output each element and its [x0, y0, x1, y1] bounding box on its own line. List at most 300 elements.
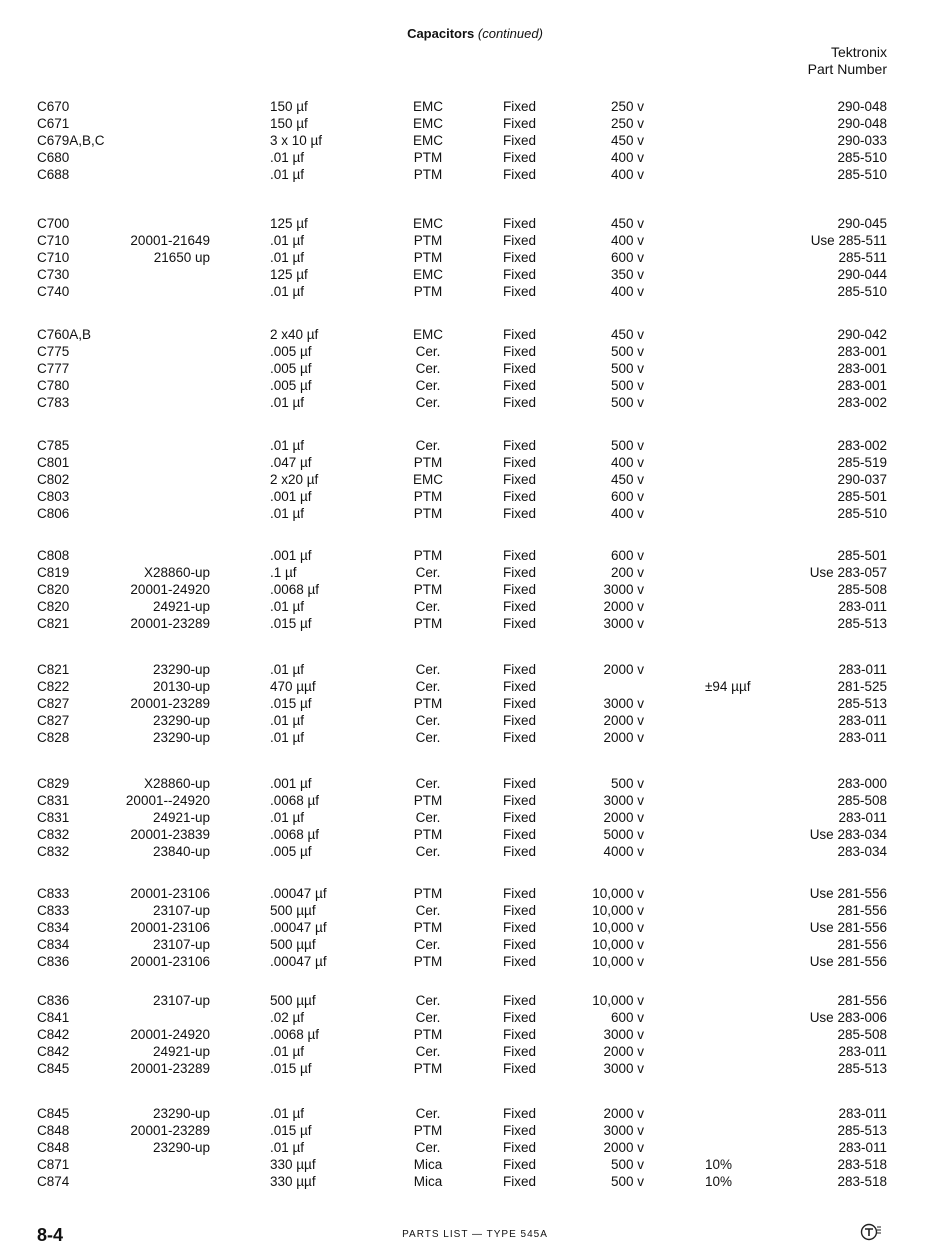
capacitance-value: .001 µf [270, 776, 312, 791]
ref-designator: C785 [37, 438, 70, 453]
part-number: 281-556 [837, 937, 887, 952]
table-row [0, 827, 950, 844]
table-row [0, 679, 950, 696]
part-number: 290-037 [837, 472, 887, 487]
ref-designator: C831 [37, 793, 70, 808]
capacitor-type-text: Cer. [415, 361, 441, 376]
capacitor-type-text: PTM [413, 886, 443, 901]
fixed-label: Fixed [503, 616, 537, 631]
capacitor-type-text: PTM [413, 1027, 443, 1042]
part-number: 281-525 [837, 679, 887, 694]
voltage-rating: 4000 v [603, 844, 644, 859]
serial-range: 20001-23289 [130, 616, 210, 631]
capacitance-value: .00047 µf [270, 886, 327, 901]
serial-range: 20130-up [152, 679, 210, 694]
table-row [0, 395, 950, 412]
capacitor-type-text: PTM [413, 920, 443, 935]
capacitance-value: .01 µf [270, 233, 305, 248]
fixed-label: Fixed [503, 438, 537, 453]
fixed-label: Fixed [503, 713, 537, 728]
fixed-label: Fixed [503, 1157, 537, 1172]
voltage-rating: 600 v [610, 489, 644, 504]
capacitance-value: .01 µf [270, 1140, 305, 1155]
ref-designator: C808 [37, 548, 70, 563]
part-number: 285-501 [837, 548, 887, 563]
capacitance-value: .02 µf [270, 1010, 305, 1025]
part-number: 283-002 [837, 395, 887, 410]
part-number: Use 283-034 [809, 827, 887, 842]
capacitor-type-text: Cer. [415, 844, 441, 859]
capacitor-type-text: Cer. [415, 730, 441, 745]
fixed-label: Fixed [503, 361, 537, 376]
table-row [0, 267, 950, 284]
fixed-label: Fixed [503, 344, 537, 359]
fixed-label: Fixed [503, 1123, 537, 1138]
ref-designator: C803 [37, 489, 70, 504]
ref-designator: C802 [37, 472, 70, 487]
capacitor-type-text: PTM [413, 954, 443, 969]
capacitance-value: 330 µµf [270, 1174, 316, 1189]
table-row [0, 1157, 950, 1174]
fixed-label: Fixed [503, 284, 537, 299]
serial-range: 20001-23106 [130, 954, 210, 969]
tolerance: ±94 µµf [705, 679, 751, 694]
capacitance-value: .01 µf [270, 506, 305, 521]
fixed-label: Fixed [503, 844, 537, 859]
fixed-label: Fixed [503, 1027, 537, 1042]
fixed-label: Fixed [503, 489, 537, 504]
ref-designator: C848 [37, 1123, 70, 1138]
table-row [0, 599, 950, 616]
capacitor-type-text: Cer. [415, 679, 441, 694]
serial-range: 23107-up [152, 903, 210, 918]
serial-range: 20001-24920 [130, 582, 210, 597]
fixed-label: Fixed [503, 827, 537, 842]
voltage-rating: 500 v [610, 395, 644, 410]
part-number: 283-011 [838, 810, 887, 825]
table-row [0, 250, 950, 267]
parts-group [0, 1106, 950, 1191]
capacitance-value: .0068 µf [270, 793, 320, 808]
capacitance-value: .01 µf [270, 167, 305, 182]
serial-range: 23290-up [152, 1140, 210, 1155]
capacitance-value: 470 µµf [270, 679, 316, 694]
voltage-rating: 2000 v [603, 1106, 644, 1121]
ref-designator: C874 [37, 1174, 70, 1189]
table-row [0, 1174, 950, 1191]
fixed-label: Fixed [503, 472, 537, 487]
fixed-label: Fixed [503, 1061, 537, 1076]
ref-designator: C760A,B [37, 327, 92, 342]
parts-group [0, 662, 950, 747]
voltage-rating: 400 v [610, 506, 644, 521]
ref-designator: C820 [37, 582, 70, 597]
capacitance-value: .0068 µf [270, 827, 320, 842]
capacitance-value: .01 µf [270, 150, 305, 165]
part-number: 290-048 [837, 116, 887, 131]
capacitance-value: .0068 µf [270, 582, 320, 597]
table-row [0, 150, 950, 167]
ref-designator: C845 [37, 1061, 70, 1076]
capacitance-value: .00047 µf [270, 954, 327, 969]
capacitor-type-text: PTM [413, 793, 443, 808]
voltage-rating: 2000 v [603, 713, 644, 728]
fixed-label: Fixed [503, 395, 537, 410]
capacitance-value: .0068 µf [270, 1027, 320, 1042]
voltage-rating: 2000 v [603, 810, 644, 825]
voltage-rating: 400 v [610, 167, 644, 182]
part-number: 290-033 [837, 133, 887, 148]
parts-group [0, 438, 950, 523]
capacitance-value: .1 µf [270, 565, 297, 580]
voltage-rating: 400 v [610, 284, 644, 299]
table-row [0, 565, 950, 582]
capacitor-type-text: Mica [413, 1174, 443, 1189]
capacitance-value: .01 µf [270, 713, 305, 728]
fixed-label: Fixed [503, 886, 537, 901]
table-row [0, 1044, 950, 1061]
table-row [0, 662, 950, 679]
capacitance-value: .005 µf [270, 844, 312, 859]
capacitor-type-text: PTM [413, 548, 443, 563]
serial-range: 23840-up [152, 844, 210, 859]
capacitor-type-text: Cer. [415, 378, 441, 393]
fixed-label: Fixed [503, 1174, 537, 1189]
voltage-rating: 450 v [610, 327, 644, 342]
serial-range: 21650 up [153, 250, 210, 265]
part-number: 285-513 [837, 1061, 887, 1076]
part-number: 283-011 [838, 662, 887, 677]
serial-range: 20001-23289 [130, 1061, 210, 1076]
serial-range: 23107-up [152, 993, 210, 1008]
serial-range: 23290-up [152, 713, 210, 728]
voltage-rating: 10,000 v [592, 954, 644, 969]
voltage-rating: 2000 v [603, 1044, 644, 1059]
fixed-label: Fixed [503, 216, 537, 231]
section-title-sub: (continued) [477, 26, 543, 41]
voltage-rating: 500 v [610, 361, 644, 376]
capacitance-value: .001 µf [270, 548, 312, 563]
part-number-header [808, 44, 887, 78]
capacitor-type-text: Cer. [415, 1140, 441, 1155]
voltage-rating: 600 v [610, 1010, 644, 1025]
capacitor-type-text: EMC [413, 267, 443, 282]
capacitor-type-text: Cer. [415, 344, 441, 359]
voltage-rating: 450 v [610, 216, 644, 231]
fixed-label: Fixed [503, 679, 537, 694]
part-number: 283-011 [838, 599, 887, 614]
voltage-rating: 500 v [610, 1174, 644, 1189]
capacitance-value: 330 µµf [270, 1157, 316, 1172]
table-row [0, 1027, 950, 1044]
fixed-label: Fixed [503, 937, 537, 952]
ref-designator: C801 [37, 455, 70, 470]
ref-designator: C833 [37, 903, 70, 918]
ref-designator: C777 [37, 361, 70, 376]
part-number: 285-508 [837, 793, 887, 808]
ref-designator: C842 [37, 1027, 70, 1042]
serial-range: 24921-up [152, 810, 210, 825]
serial-range: 23290-up [152, 730, 210, 745]
fixed-label: Fixed [503, 327, 537, 342]
table-row [0, 284, 950, 301]
voltage-rating: 2000 v [603, 662, 644, 677]
table-row [0, 506, 950, 523]
part-number: 283-001 [837, 378, 887, 393]
serial-range: 20001-23106 [130, 920, 210, 935]
ref-designator: C688 [37, 167, 70, 182]
table-row [0, 472, 950, 489]
voltage-rating: 450 v [610, 133, 644, 148]
capacitor-type-text: PTM [413, 827, 443, 842]
table-row [0, 810, 950, 827]
fixed-label: Fixed [503, 565, 537, 580]
parts-group [0, 993, 950, 1078]
capacitance-value: .005 µf [270, 361, 312, 376]
fixed-label: Fixed [503, 150, 537, 165]
serial-range: 20001-23106 [130, 886, 210, 901]
part-number: 283-001 [837, 344, 887, 359]
table-row [0, 455, 950, 472]
fixed-label: Fixed [503, 582, 537, 597]
table-row [0, 1010, 950, 1027]
capacitor-type-text: PTM [413, 150, 443, 165]
part-number: Use 281-556 [809, 886, 887, 901]
capacitance-value: .015 µf [270, 1061, 312, 1076]
fixed-label: Fixed [503, 776, 537, 791]
table-row [0, 99, 950, 116]
capacitance-value: .005 µf [270, 378, 312, 393]
table-row [0, 776, 950, 793]
capacitor-type-text: PTM [413, 616, 443, 631]
serial-range: 24921-up [152, 1044, 210, 1059]
table-row [0, 793, 950, 810]
voltage-rating: 400 v [610, 455, 644, 470]
ref-designator: C827 [37, 696, 70, 711]
part-number: 283-011 [838, 730, 887, 745]
ref-designator: C680 [37, 150, 70, 165]
fixed-label: Fixed [503, 920, 537, 935]
ref-designator: C710 [37, 233, 70, 248]
voltage-rating: 3000 v [603, 696, 644, 711]
footer-title: PARTS LIST — TYPE 545A [402, 1229, 548, 1240]
serial-range: 20001-24920 [130, 1027, 210, 1042]
capacitor-type-text: PTM [413, 696, 443, 711]
table-row [0, 730, 950, 747]
part-number: 283-034 [837, 844, 887, 859]
part-number: 290-042 [837, 327, 887, 342]
part-number: 285-501 [837, 489, 887, 504]
fixed-label: Fixed [503, 810, 537, 825]
ref-designator: C820 [37, 599, 70, 614]
table-row [0, 361, 950, 378]
part-number: 283-011 [838, 1044, 887, 1059]
parts-group [0, 216, 950, 301]
ref-designator: C775 [37, 344, 70, 359]
voltage-rating: 10,000 v [592, 903, 644, 918]
part-number: 285-510 [837, 284, 887, 299]
fixed-label: Fixed [503, 696, 537, 711]
capacitance-value: 500 µµf [270, 903, 316, 918]
voltage-rating: 400 v [610, 233, 644, 248]
capacitor-type-text: EMC [413, 216, 443, 231]
ref-designator: C806 [37, 506, 70, 521]
table-row [0, 616, 950, 633]
page-title [0, 26, 950, 41]
ref-designator: C841 [37, 1010, 70, 1025]
fixed-label: Fixed [503, 1044, 537, 1059]
capacitance-value: 125 µf [270, 267, 308, 282]
capacitor-type-text: Cer. [415, 662, 441, 677]
fixed-label: Fixed [503, 1010, 537, 1025]
capacitance-value: .01 µf [270, 250, 305, 265]
table-row [0, 548, 950, 565]
fixed-label: Fixed [503, 506, 537, 521]
table-row [0, 167, 950, 184]
part-number: Use 281-556 [809, 954, 887, 969]
table-row [0, 1106, 950, 1123]
ref-designator: C671 [37, 116, 70, 131]
capacitor-type-text: EMC [413, 133, 443, 148]
ref-designator: C821 [37, 662, 70, 677]
fixed-label: Fixed [503, 548, 537, 563]
fixed-label: Fixed [503, 730, 537, 745]
part-number-header-line2: Part Number [807, 61, 887, 77]
part-number: 283-518 [837, 1174, 887, 1189]
part-number: 283-518 [837, 1157, 887, 1172]
capacitor-type-text: PTM [413, 250, 443, 265]
capacitance-value: .01 µf [270, 1044, 305, 1059]
voltage-rating: 200 v [610, 565, 644, 580]
voltage-rating: 2000 v [603, 1140, 644, 1155]
part-number: 285-508 [837, 1027, 887, 1042]
voltage-rating: 500 v [610, 1157, 644, 1172]
part-number: 283-000 [837, 776, 887, 791]
voltage-rating: 3000 v [603, 1061, 644, 1076]
fixed-label: Fixed [503, 993, 537, 1008]
part-number: 285-510 [837, 506, 887, 521]
ref-designator: C828 [37, 730, 70, 745]
table-row [0, 937, 950, 954]
fixed-label: Fixed [503, 233, 537, 248]
serial-range: X28860-up [143, 776, 210, 791]
capacitor-type-text: PTM [413, 582, 443, 597]
ref-designator: C836 [37, 954, 70, 969]
tektronix-logo-icon [860, 1223, 882, 1241]
page-number: 8-4 [37, 1225, 64, 1245]
voltage-rating: 250 v [610, 116, 644, 131]
part-number: 285-513 [837, 616, 887, 631]
capacitance-value: .01 µf [270, 810, 305, 825]
capacitance-value: 3 x 10 µf [270, 133, 323, 148]
part-number: 290-045 [837, 216, 887, 231]
ref-designator: C829 [37, 776, 70, 791]
table-row [0, 993, 950, 1010]
capacitor-type-text: PTM [413, 1061, 443, 1076]
table-row [0, 489, 950, 506]
capacitance-value: 150 µf [270, 99, 308, 114]
capacitance-value: 150 µf [270, 116, 308, 131]
capacitor-type-text: Cer. [415, 599, 441, 614]
table-row [0, 344, 950, 361]
serial-range: 20001--24920 [125, 793, 210, 808]
capacitor-type-text: Mica [413, 1157, 443, 1172]
capacitor-type-text: Cer. [415, 810, 441, 825]
part-number: 283-001 [837, 361, 887, 376]
capacitance-value: 500 µµf [270, 993, 316, 1008]
fixed-label: Fixed [503, 662, 537, 677]
parts-group [0, 99, 950, 184]
fixed-label: Fixed [503, 116, 537, 131]
fixed-label: Fixed [503, 250, 537, 265]
voltage-rating: 250 v [610, 99, 644, 114]
voltage-rating: 10,000 v [592, 993, 644, 1008]
fixed-label: Fixed [503, 1140, 537, 1155]
capacitor-type-text: PTM [413, 506, 443, 521]
fixed-label: Fixed [503, 455, 537, 470]
voltage-rating: 2000 v [603, 730, 644, 745]
part-number: Use 285-511 [810, 233, 887, 248]
table-row [0, 713, 950, 730]
fixed-label: Fixed [503, 954, 537, 969]
voltage-rating: 500 v [610, 438, 644, 453]
part-number: Use 281-556 [809, 920, 887, 935]
capacitor-type-text: PTM [413, 284, 443, 299]
serial-range: 20001-23839 [130, 827, 210, 842]
voltage-rating: 500 v [610, 378, 644, 393]
part-number: 285-519 [837, 455, 887, 470]
ref-designator: C831 [37, 810, 70, 825]
table-row [0, 696, 950, 713]
capacitor-type-text: Cer. [415, 713, 441, 728]
capacitance-value: .015 µf [270, 696, 312, 711]
capacitance-value: .005 µf [270, 344, 312, 359]
voltage-rating: 600 v [610, 250, 644, 265]
parts-group [0, 776, 950, 861]
capacitor-type-text: EMC [413, 99, 443, 114]
capacitor-type-text: Cer. [415, 1044, 441, 1059]
table-row [0, 133, 950, 150]
voltage-rating: 3000 v [603, 582, 644, 597]
capacitance-value: .01 µf [270, 284, 305, 299]
part-number: 281-556 [837, 993, 887, 1008]
ref-designator: C822 [37, 679, 70, 694]
ref-designator: C670 [37, 99, 70, 114]
table-row [0, 582, 950, 599]
ref-designator: C710 [37, 250, 70, 265]
capacitance-value: 500 µµf [270, 937, 316, 952]
capacitance-value: .01 µf [270, 730, 305, 745]
table-row [0, 903, 950, 920]
parts-group [0, 886, 950, 971]
capacitor-type-text: Cer. [415, 937, 441, 952]
capacitor-type-text: PTM [413, 455, 443, 470]
voltage-rating: 5000 v [603, 827, 644, 842]
part-number: 285-510 [837, 150, 887, 165]
serial-range: 24921-up [152, 599, 210, 614]
part-number: 283-011 [838, 1106, 887, 1121]
parts-group [0, 548, 950, 633]
ref-designator: C832 [37, 827, 70, 842]
voltage-rating: 3000 v [603, 616, 644, 631]
capacitor-type-text: PTM [413, 167, 443, 182]
part-number: 285-513 [837, 1123, 887, 1138]
capacitor-type-text: Cer. [415, 776, 441, 791]
ref-designator: C834 [37, 920, 70, 935]
capacitance-value: .00047 µf [270, 920, 327, 935]
fixed-label: Fixed [503, 133, 537, 148]
capacitance-value: .01 µf [270, 599, 305, 614]
